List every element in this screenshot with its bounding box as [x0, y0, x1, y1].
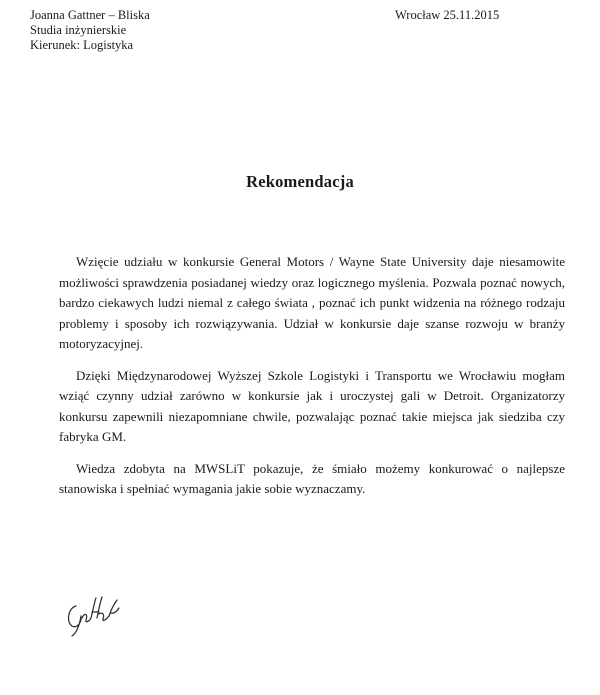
sender-major: Kierunek: Logistyka — [30, 38, 134, 52]
signature-drawing — [62, 592, 132, 640]
paragraph-1: Wzięcie udziału w konkursie General Motors / Wayne State University daje niesamowite możliwości sprawdzenia posiadanej wiedzy oraz logicznego myślenia. Pozwala poznać nowych, bardzo ciekawych ludzi niemal z całego świata , poznać ich punkt widzenia na różnego rodzaju problemy i sposoby ich rozwiązywania. Udział w konkursie daje szanse rozwoju w branży motoryzacyjnej. — [59, 254, 565, 351]
sender-study-type: Studia inżynierskie — [30, 23, 127, 37]
paragraph-2: Dzięki Międzynarodowej Wyższej Szkole Logistyki i Transportu we Wrocławiu mogłam wziąć czynny udział zarówno w konkursie jak i uroczystej gali w Detroit. Organizatorzy konkursu zapewnili niezapomniane chwile, pozwalając poznać takie miejsca jak siedziba czy fabryka GM. — [59, 367, 565, 444]
handwritten-signature — [62, 592, 132, 640]
paragraph-3: Wiedza zdobyta na MWSLiT pokazuje, że śmiało możemy konkurować o najlepsze stanowiska i spełniać wymagania jakie sobie wyznaczamy. — [59, 460, 565, 496]
sender-name: Joanna Gattner – Bliska — [30, 8, 150, 22]
sender-block — [30, 8, 150, 53]
letter-title: Rekomendacja — [246, 172, 354, 191]
letter-body — [59, 252, 565, 511]
place-and-date: Wrocław 25.11.2015 — [395, 8, 500, 22]
